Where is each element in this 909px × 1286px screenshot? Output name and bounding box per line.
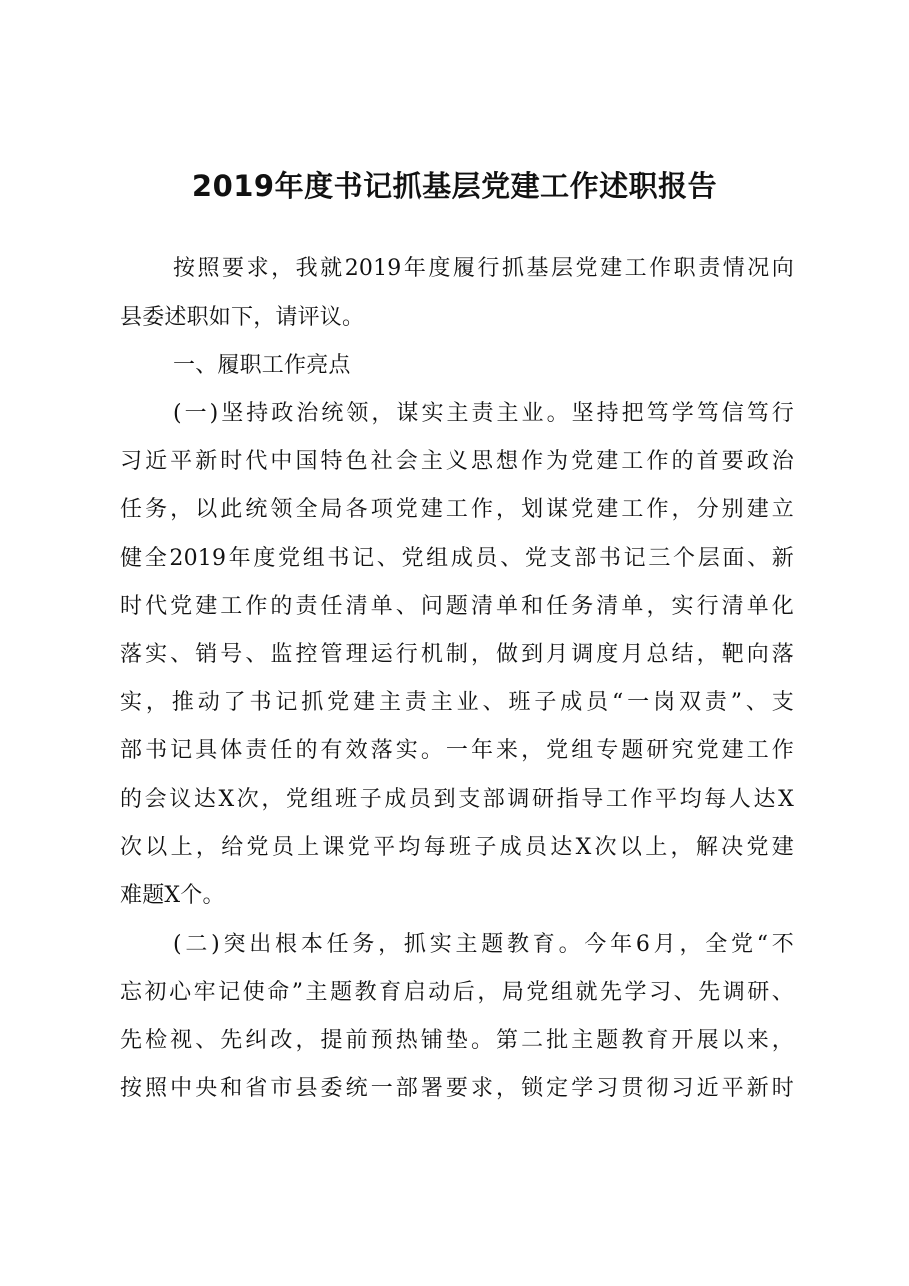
paragraph-line: 按照中央和省市县委统一部署要求，锁定学习贯彻习近平新时 — [120, 1076, 794, 1101]
paragraph-line: 部书记具体责任的有效落实。一年来，党组专题研究党建工作 — [120, 738, 794, 763]
paragraph-line: (一)坚持政治统领，谋实主责主业。坚持把笃学笃信笃行 — [173, 401, 794, 426]
paragraph-line: (二)突出根本任务，抓实主题教育。今年6月，全党“不 — [173, 932, 794, 957]
paragraph-line: 实，推动了书记抓党建主责主业、班子成员“一岗双责”、支 — [120, 690, 794, 715]
section-heading: 一、履职工作亮点 — [173, 353, 351, 378]
paragraph-line: 难题X个。 — [120, 883, 225, 908]
paragraph-line: 的会议达X次，党组班子成员到支部调研指导工作平均每人达X — [120, 787, 794, 812]
paragraph-line: 先检视、先纠改，提前预热铺垫。第二批主题教育开展以来， — [120, 1028, 794, 1053]
paragraph-line: 忘初心牢记使命”主题教育启动后，局党组就先学习、先调研、 — [120, 980, 794, 1005]
paragraph-line: 按照要求，我就2019年度履行抓基层党建工作职责情况向 — [173, 256, 794, 281]
paragraph-line: 落实、销号、监控管理运行机制，做到月调度月总结，靶向落 — [120, 642, 794, 667]
paragraph-line: 县委述职如下，请评议。 — [120, 305, 365, 330]
paragraph-line: 次以上，给党员上课党平均每班子成员达X次以上，解决党建 — [120, 835, 794, 860]
paragraph-line: 健全2019年度党组书记、党组成员、党支部书记三个层面、新 — [120, 546, 794, 571]
paragraph-line: 任务，以此统领全局各项党建工作，划谋党建工作，分别建立 — [120, 497, 794, 522]
paragraph-line: 时代党建工作的责任清单、问题清单和任务清单，实行清单化 — [120, 594, 794, 619]
document-title: 2019年度书记抓基层党建工作述职报告 — [191, 169, 718, 203]
paragraph-line: 习近平新时代中国特色社会主义思想作为党建工作的首要政治 — [120, 449, 794, 474]
